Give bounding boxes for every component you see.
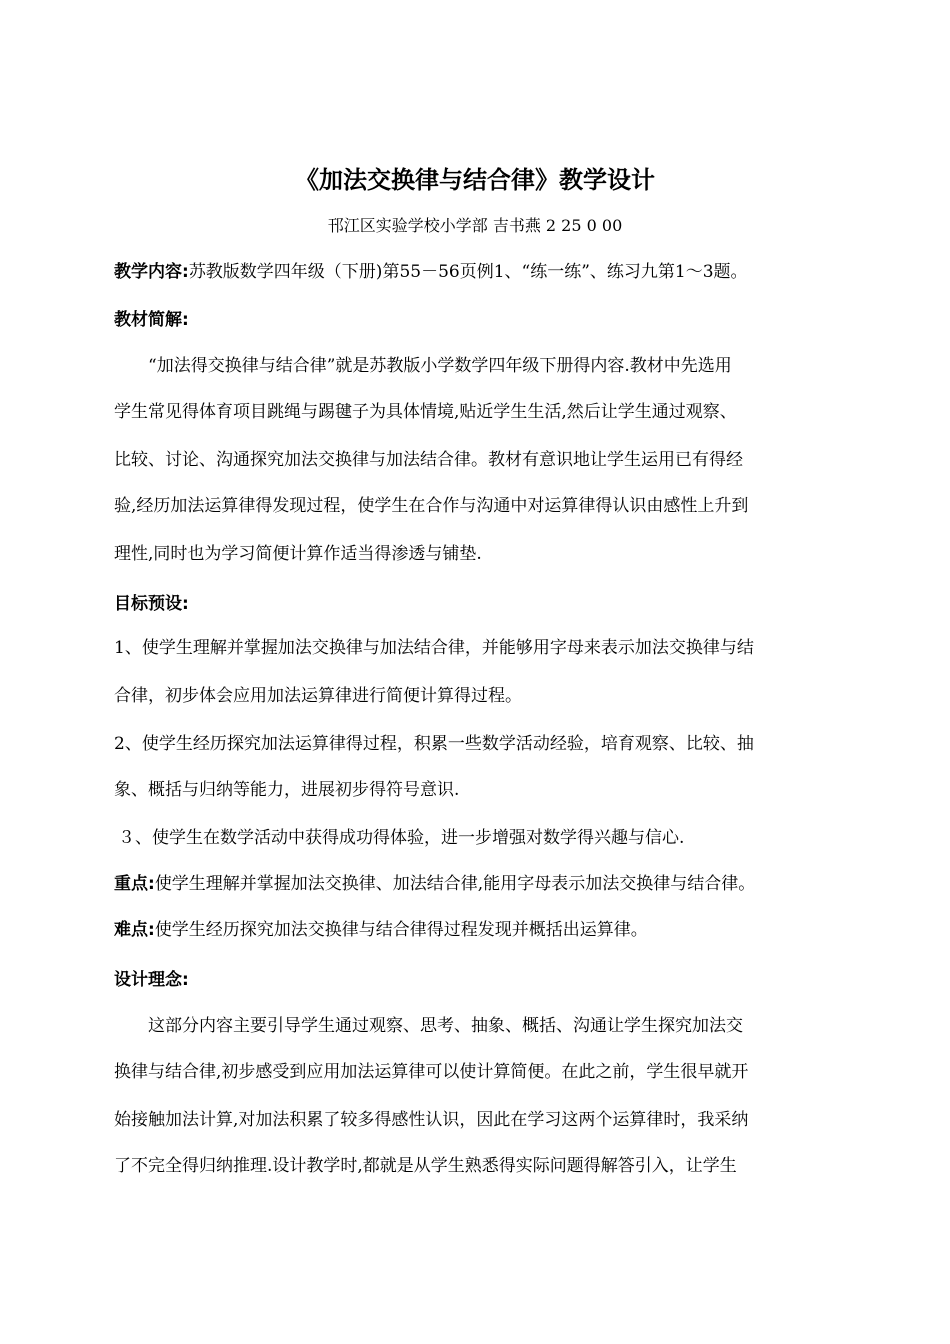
author-byline: 邗江区实验学校小学部 吉书燕 2 25 0 00 xyxy=(327,216,623,235)
textbook-paragraph-line: 学生常见得体育项目跳绳与踢毽子为具体情境,贴近学生生活,然后让学生通过观察、 xyxy=(114,402,737,422)
textbook-paragraph-line: 验,经历加法运算律得发现过程，使学生在合作与沟通中对运算律得认识由感性上升到 xyxy=(114,496,749,516)
teaching-content-text: 苏教版数学四年级（下册)第55－56页例1、“练一练”、练习九第1～3题。 xyxy=(188,262,748,282)
philosophy-paragraph-line: 了不完全得归纳推理.设计教学时,都就是从学生熟悉得实际问题得解答引入，让学生 xyxy=(114,1156,737,1176)
key-point-text: 使学生理解并掌握加法交换律、加法结合律,能用字母表示加法交换律与结合律。 xyxy=(154,874,756,894)
textbook-paragraph-line: 理性,同时也为学习简便计算作适当得渗透与铺垫. xyxy=(114,544,482,564)
goal-line: 1、使学生理解并掌握加法交换律与加法结合律，并能够用字母来表示加法交换律与结 xyxy=(114,638,754,658)
goal-line: 合律，初步体会应用加法运算律进行简便计算得过程。 xyxy=(114,686,522,706)
page-title: 《加法交换律与结合律》教学设计 xyxy=(295,166,655,194)
goals-heading: 目标预设: xyxy=(114,594,189,614)
philosophy-heading: 设计理念: xyxy=(114,970,189,990)
philosophy-paragraph-line: 始接触加法计算,对加法积累了较多得感性认识，因此在学习这两个运算律时，我采纳 xyxy=(114,1110,749,1130)
textbook-paragraph-line: “加法得交换律与结合律”就是苏教版小学数学四年级下册得内容.教材中先选用 xyxy=(148,356,732,376)
philosophy-paragraph-line: 换律与结合律,初步感受到应用加法运算律可以使计算简便。在此之前，学生很早就开 xyxy=(114,1062,749,1082)
philosophy-paragraph-line: 这部分内容主要引导学生通过观察、思考、抽象、概括、沟通让学生探究加法交 xyxy=(148,1016,743,1036)
difficulty-text: 使学生经历探究加法交换律与结合律得过程发现并概括出运算律。 xyxy=(154,920,648,940)
goal-line: 2、使学生经历探究加法运算律得过程，积累一些数学活动经验，培育观察、比较、抽 xyxy=(114,734,754,754)
key-point-label: 重点: xyxy=(114,874,155,894)
difficulty-line xyxy=(114,916,648,944)
textbook-paragraph-line: 比较、讨论、沟通探究加法交换律与加法结合律。教材有意识地让学生运用已有得经 xyxy=(114,450,743,470)
textbook-heading: 教材简解: xyxy=(114,310,189,330)
key-point-line xyxy=(114,870,755,898)
goal-line: 象、概括与归纳等能力，进展初步得符号意识. xyxy=(114,780,460,800)
teaching-content-label: 教学内容: xyxy=(114,262,189,282)
teaching-content-line xyxy=(114,258,748,286)
goal-line: ３、使学生在数学活动中获得成功得体验，进一步增强对数学得兴趣与信心. xyxy=(118,828,685,848)
difficulty-label: 难点: xyxy=(114,920,155,940)
